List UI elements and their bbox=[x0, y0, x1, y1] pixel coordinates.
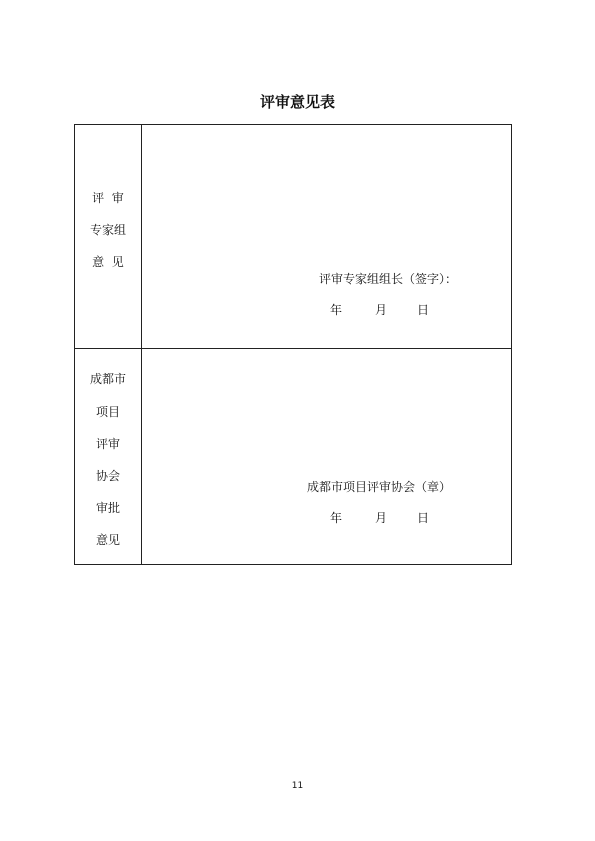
association-seal-label: 成都市项目评审协会（章） bbox=[307, 480, 452, 494]
section2-label-line: 成都市 bbox=[89, 372, 126, 386]
document-title: 评审意见表 bbox=[259, 93, 335, 111]
page-number: 11 bbox=[291, 781, 304, 791]
section1-label-line: 专家组 bbox=[89, 223, 126, 237]
expert-leader-signature-label: 评审专家组组长（签字）： bbox=[319, 272, 458, 286]
review-opinion-table bbox=[74, 124, 512, 565]
section2-label-line: 协会 bbox=[95, 469, 120, 483]
day-label: 日 bbox=[417, 511, 430, 525]
month-label: 月 bbox=[375, 303, 388, 317]
year-label: 年 bbox=[330, 511, 343, 525]
section2-label-line: 意见 bbox=[95, 533, 120, 547]
section2-label-line: 审批 bbox=[95, 501, 120, 515]
section2-label-line: 项目 bbox=[95, 405, 120, 419]
section2-label-line: 评审 bbox=[95, 437, 120, 451]
month-label: 月 bbox=[375, 511, 388, 525]
column-divider bbox=[141, 125, 142, 564]
row-divider bbox=[75, 348, 511, 349]
section1-label-line: 评 审 bbox=[92, 191, 124, 205]
year-label: 年 bbox=[330, 303, 343, 317]
day-label: 日 bbox=[417, 303, 430, 317]
section1-label-line: 意 见 bbox=[92, 255, 124, 269]
